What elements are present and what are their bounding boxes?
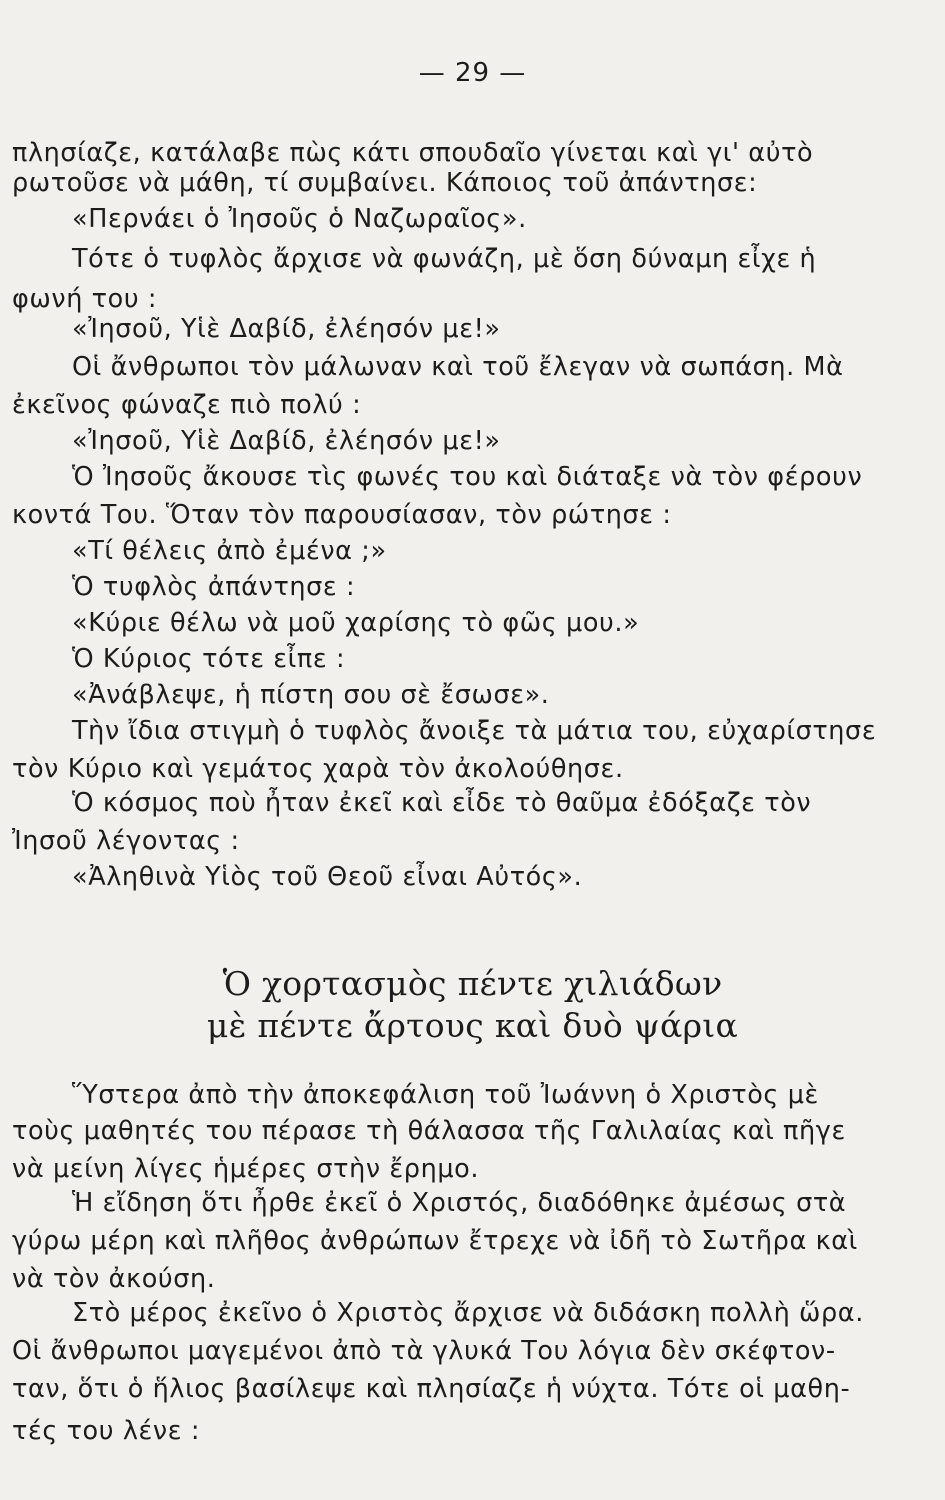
text-line: «Ἰησοῦ, Υἱὲ Δαβίδ, ἐλέησόν με!» <box>72 314 501 344</box>
text-line: Ὁ Κύριος τότε εἶπε : <box>72 644 346 674</box>
text-line: κοντά Του. Ὅταν τὸν παρουσίασαν, τὸν ρώτησε : <box>12 500 672 530</box>
text-line: νὰ μείνη λίγες ἡμέρες στὴν ἔρημο. <box>12 1154 480 1184</box>
text-line: Ὕστερα ἀπὸ τὴν ἀποκεφάλιση τοῦ Ἰωάννη ὁ Χριστὸς μὲ <box>72 1080 819 1110</box>
text-line: Ὁ Ἰησοῦς ἄκουσε τὶς φωνές του καὶ διάταξε νὰ τὸν φέρουν <box>72 462 863 492</box>
text-line: ρωτοῦσε νὰ μάθη, τί συμβαίνει. Κάποιος τοῦ ἀπάντησε: <box>12 168 758 198</box>
text-line: Ἰησοῦ λέγοντας : <box>12 826 240 856</box>
text-line: ἐκεῖνος φώναζε πιὸ πολύ : <box>12 390 362 420</box>
text-line: Οἱ ἄνθρωποι τὸν μάλωναν καὶ τοῦ ἔλεγαν νὰ σωπάση. Μὰ <box>72 352 844 382</box>
text-line: τὸν Κύριο καὶ γεμάτος χαρὰ τὸν ἀκολούθησε. <box>12 754 624 784</box>
text-line: Ὁ κόσμος ποὺ ἦταν ἐκεῖ καὶ εἶδε τὸ θαῦμα ἐδόξαζε τὸν <box>72 788 812 818</box>
text-line: Τὴν ἴδια στιγμὴ ὁ τυφλὸς ἄνοιξε τὰ μάτια του, εὐχαρίστησε <box>72 716 877 746</box>
text-line: «Ἰησοῦ, Υἱὲ Δαβίδ, ἐλέησόν με!» <box>72 426 501 456</box>
text-line: τοὺς μαθητές του πέρασε τὴ θάλασσα τῆς Γαλιλαίας καὶ πῆγε <box>12 1116 846 1146</box>
text-line: φωνή του : <box>12 284 158 314</box>
section-heading-line-2: μὲ πέντε ἄρτους καὶ δυὸ ψάρια <box>206 1006 739 1045</box>
text-line: τές του λένε : <box>12 1416 201 1446</box>
text-line: γύρω μέρη καὶ πλῆθος ἀνθρώπων ἔτρεχε νὰ ἰδῆ τὸ Σωτῆρα καὶ <box>12 1226 858 1256</box>
text-line: πλησίαζε, κατάλαβε πὼς κάτι σπουδαῖο γίνεται καὶ γι' αὐτὸ <box>12 138 814 168</box>
text-line: «Κύριε θέλω νὰ μοῦ χαρίσης τὸ φῶς μου.» <box>72 608 640 638</box>
text-line: «Ἀληθινὰ Υἱὸς τοῦ Θεοῦ εἶναι Αὐτός». <box>72 862 583 892</box>
text-line: Ὁ τυφλὸς ἀπάντησε : <box>72 572 356 602</box>
text-line: «Ἀνάβλεψε, ἡ πίστη σου σὲ ἔσωσε». <box>72 680 550 710</box>
text-line: «Τί θέλεις ἀπὸ ἐμένα ;» <box>72 536 387 566</box>
text-line: νὰ τὸν ἀκούση. <box>12 1264 216 1294</box>
text-line: Στὸ μέρος ἐκεῖνο ὁ Χριστὸς ἄρχισε νὰ διδάσκη πολλὴ ὥρα. <box>72 1298 864 1328</box>
text-line: Τότε ὁ τυφλὸς ἄρχισε νὰ φωνάζη, μὲ ὅση δύναμη εἶχε ἡ <box>72 244 817 274</box>
text-line: Ἡ εἴδηση ὅτι ἦρθε ἐκεῖ ὁ Χριστός, διαδόθηκε ἀμέσως στὰ <box>72 1188 847 1218</box>
text-line: ταν, ὅτι ὁ ἥλιος βασίλεψε καὶ πλησίαζε ἡ νύχτα. Τότε οἱ μαθη- <box>12 1374 851 1404</box>
page-number: — 29 — <box>418 58 527 88</box>
text-line: «Περνάει ὁ Ἰησοῦς ὁ Ναζωραῖος». <box>72 204 527 234</box>
section-heading-line-1: Ὁ χορτασμὸς πέντε χιλιάδων <box>222 964 723 1003</box>
text-line: Οἱ ἄνθρωποι μαγεμένοι ἀπὸ τὰ γλυκά Του λόγια δὲν σκέφτον- <box>12 1336 836 1366</box>
